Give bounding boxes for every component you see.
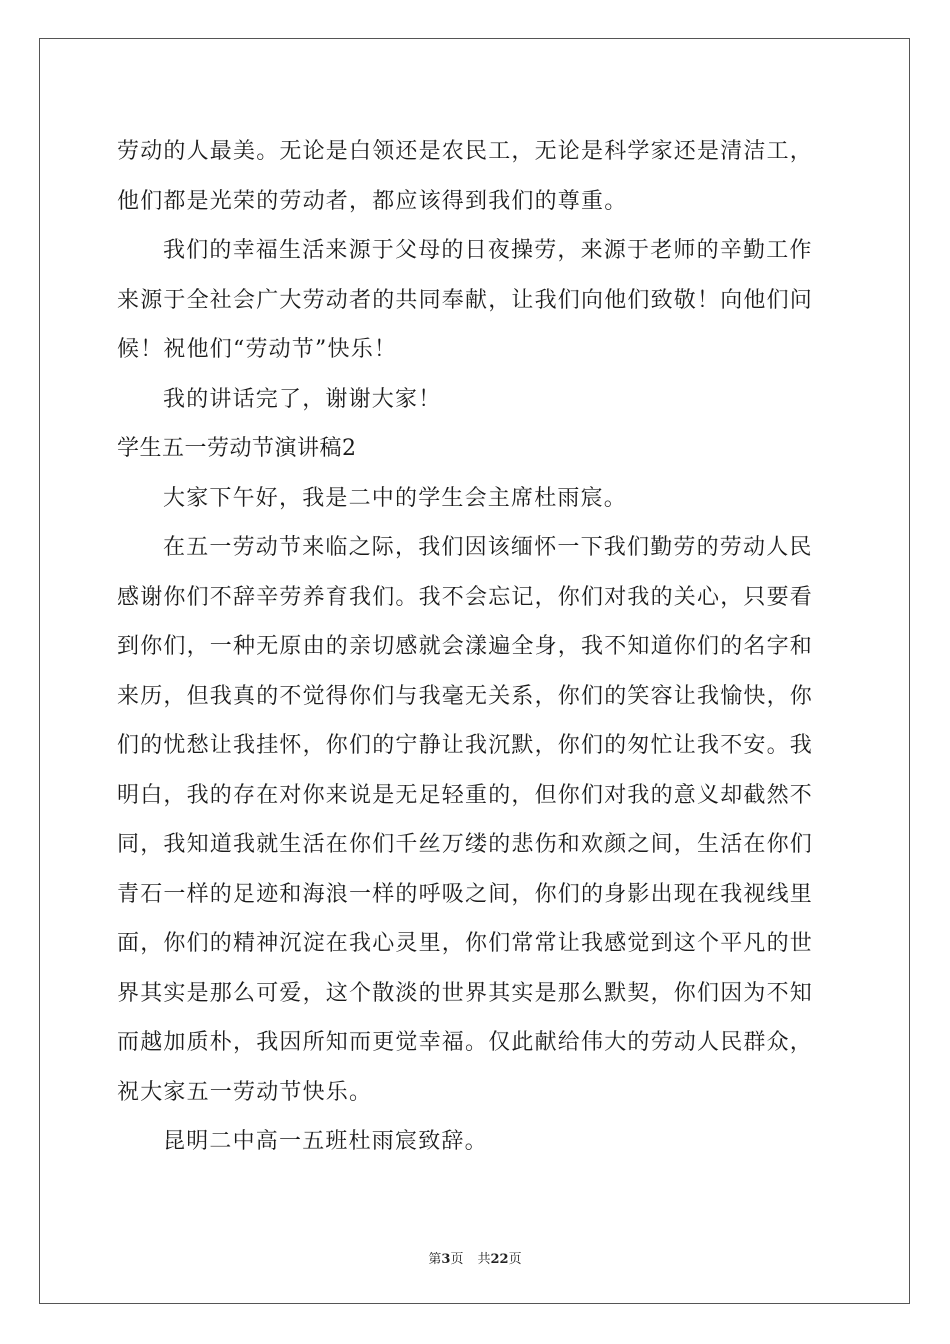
paragraph-line: 同，我知道我就生活在你们千丝万缕的悲伤和欢颜之间，生活在你们 (117, 832, 814, 857)
paragraph-line: 而越加质朴，我因所知而更觉幸福。仅此献给伟大的劳动人民群众， (117, 1030, 814, 1055)
page-suffix: 页 (450, 1252, 464, 1267)
paragraph-line: 候！祝他们“劳动节”快乐！ (117, 337, 398, 362)
paragraph-line: 感谢你们不辞辛劳养育我们。我不会忘记，你们对我的关心，只要看 (117, 584, 814, 610)
page-number: 3 (441, 1252, 451, 1267)
paragraph-line: 他们都是光荣的劳动者，都应该得到我们的尊重。 (117, 188, 628, 214)
page-total: 22 (490, 1252, 509, 1267)
total-prefix: 共 (477, 1252, 491, 1267)
page-prefix: 第 (428, 1252, 442, 1267)
paragraph-line: 们的忧愁让我挂怀，你们的宁静让我沉默，你们的匆忙让我不安。我 (117, 733, 814, 758)
paragraph-line: 来历，但我真的不觉得你们与我毫无关系，你们的笑容让我愉快，你 (117, 683, 814, 709)
total-suffix: 页 (508, 1252, 522, 1267)
page-footer (0, 1248, 950, 1267)
paragraph-line: 大家下午好，我是二中的学生会主席杜雨宸。 (163, 485, 628, 511)
paragraph-line: 面，你们的精神沉淀在我心灵里，你们常常让我感觉到这个平凡的世 (117, 931, 814, 956)
paragraph-line: 到你们，一种无原由的亲切感就会漾遍全身，我不知道你们的名字和 (117, 634, 814, 659)
paragraph-line: 我的讲话完了，谢谢大家！ (163, 386, 442, 412)
paragraph-line: 青石一样的足迹和海浪一样的呼吸之间，你们的身影出现在我视线里 (117, 881, 814, 907)
paragraph-line: 界其实是那么可爱，这个散淡的世界其实是那么默契，你们因为不知 (117, 980, 814, 1006)
paragraph-line: 在五一劳动节来临之际，我们因该缅怀一下我们勤劳的劳动人民 (163, 535, 813, 560)
paragraph-line: 昆明二中高一五班杜雨宸致辞。 (163, 1129, 488, 1154)
document-body (117, 127, 837, 1167)
section-heading: 学生五一劳动节演讲稿2 (117, 436, 357, 461)
paragraph-line: 祝大家五一劳动节快乐。 (117, 1079, 373, 1105)
paragraph-line: 我们的幸福生活来源于父母的日夜操劳，来源于老师的辛勤工作 (163, 238, 813, 263)
paragraph-line: 劳动的人最美。无论是白领还是农民工，无论是科学家还是清洁工， (117, 139, 814, 164)
paragraph-line: 明白，我的存在对你来说是无足轻重的，但你们对我的意义却截然不 (117, 782, 814, 808)
paragraph-line: 来源于全社会广大劳动者的共同奉献，让我们向他们致敬！向他们问 (117, 287, 814, 313)
